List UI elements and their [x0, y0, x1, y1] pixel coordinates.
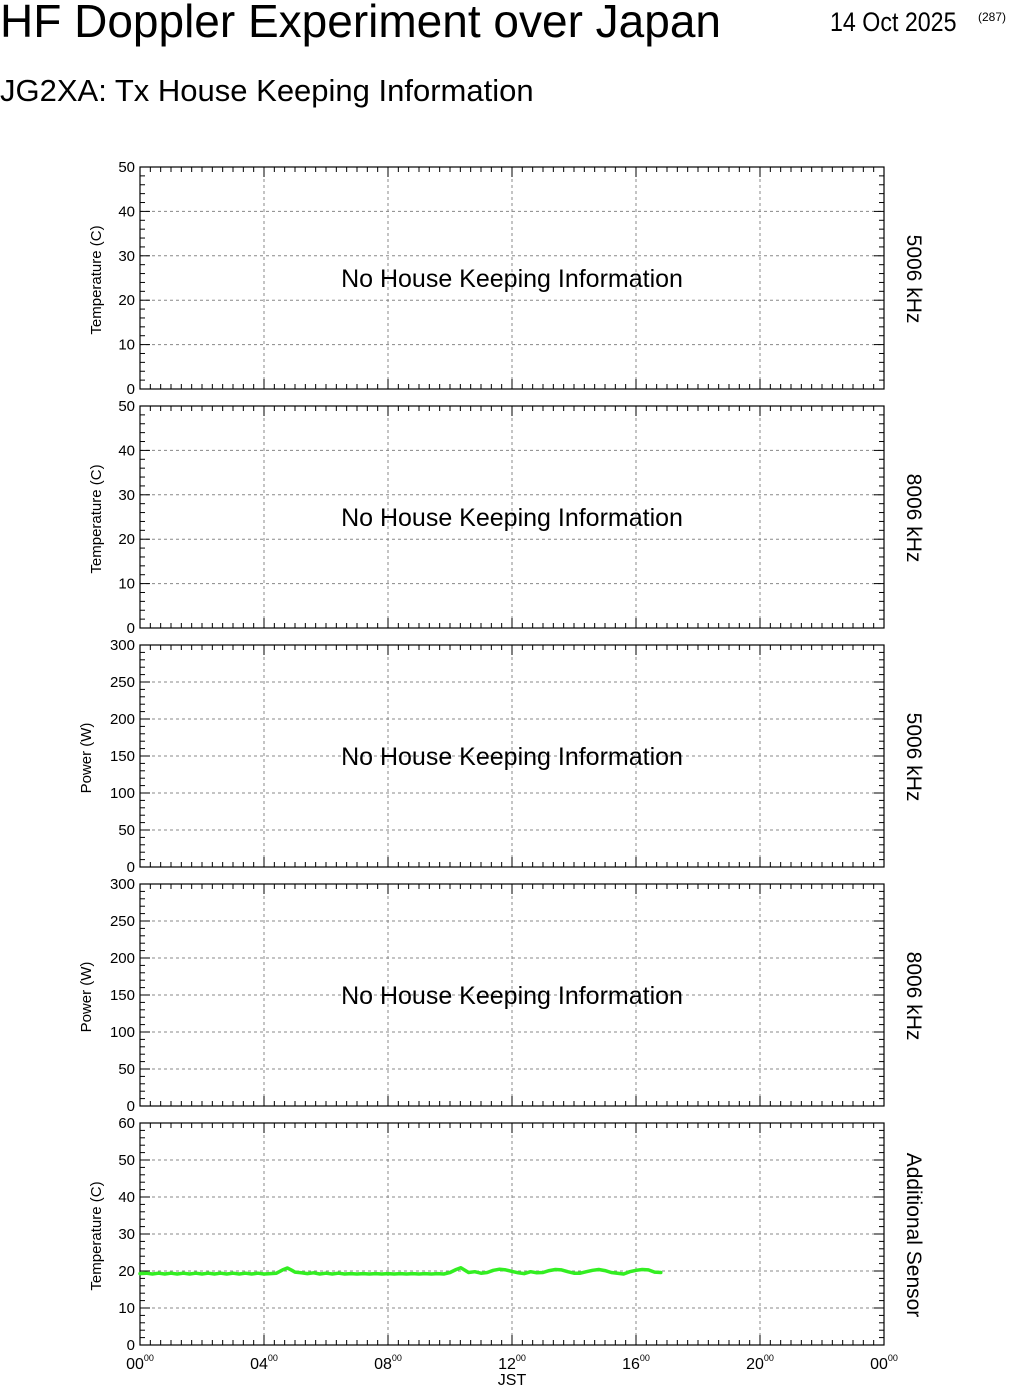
y-tick-label: 20 [118, 292, 135, 310]
y-tick-label: 200 [109, 950, 135, 967]
y-tick-label: 50 [118, 822, 135, 839]
x-tick-label: $00^{00}$ [126, 1353, 154, 1373]
y-tick-label: 40 [118, 1189, 135, 1206]
y-tick-label: 20 [118, 1263, 135, 1280]
panel-label: 5006 kHz [902, 234, 925, 324]
page-title: HF Doppler Experiment over Japan [0, 0, 721, 47]
y-tick-label: 100 [109, 1024, 135, 1041]
date-label: 14 Oct 2025 [830, 7, 957, 37]
no-data-message: No House Keeping Information [341, 743, 683, 771]
y-tick-label: 10 [118, 575, 135, 593]
no-data-message: No House Keeping Information [341, 504, 683, 532]
y-tick-label: 10 [118, 1300, 135, 1317]
y-tick-label: 50 [118, 1061, 135, 1078]
panel-label: 5006 kHz [902, 712, 925, 802]
y-tick-label: 20 [118, 531, 135, 549]
no-data-message: No House Keeping Information [341, 982, 683, 1010]
x-tick-label: $04^{00}$ [250, 1353, 278, 1373]
x-tick-label: $08^{00}$ [374, 1353, 402, 1373]
y-tick-label: 50 [118, 398, 135, 415]
day-of-year-label: (287) [978, 10, 1007, 24]
y-tick-label: 0 [126, 1098, 135, 1115]
y-tick-label: 300 [109, 637, 135, 654]
x-tick-label: $12^{00}$ [498, 1353, 526, 1373]
y-tick-label: 30 [118, 247, 135, 265]
panel-label: 8006 kHz [902, 951, 925, 1041]
no-data-message: No House Keeping Information [341, 265, 683, 293]
panel-label: Additional Sensor [902, 1152, 925, 1318]
x-tick-label: $16^{00}$ [622, 1353, 650, 1373]
y-tick-label: 30 [118, 486, 135, 504]
y-axis-label: Temperature (C) [88, 225, 105, 335]
panel-label: 8006 kHz [902, 473, 925, 563]
y-tick-label: 250 [109, 674, 135, 691]
y-tick-label: 50 [118, 1152, 135, 1169]
y-tick-label: 0 [126, 620, 135, 637]
y-tick-label: 40 [118, 203, 135, 221]
y-tick-label: 150 [109, 748, 135, 765]
x-axis-label: JST [497, 1372, 527, 1388]
page-subtitle: JG2XA: Tx House Keeping Information [0, 73, 534, 108]
y-tick-label: 0 [126, 1337, 135, 1354]
y-axis-label: Power (W) [78, 722, 95, 794]
x-tick-label: $20^{00}$ [746, 1353, 774, 1373]
y-tick-label: 250 [109, 913, 135, 930]
y-tick-label: 10 [118, 336, 135, 354]
y-tick-label: 0 [126, 859, 135, 876]
y-tick-label: 300 [109, 876, 135, 893]
y-axis-label: Temperature (C) [88, 1181, 105, 1291]
x-tick-label: $00^{00}$ [870, 1353, 898, 1373]
y-tick-label: 100 [109, 785, 135, 802]
y-tick-label: 30 [118, 1226, 135, 1243]
y-axis-label: Temperature (C) [88, 464, 105, 574]
y-tick-label: 50 [118, 159, 135, 176]
y-tick-label: 40 [118, 442, 135, 460]
y-tick-label: 60 [118, 1115, 135, 1132]
y-tick-label: 150 [109, 987, 135, 1004]
y-tick-label: 200 [109, 711, 135, 728]
y-axis-label: Power (W) [78, 961, 95, 1033]
y-tick-label: 0 [126, 381, 135, 398]
